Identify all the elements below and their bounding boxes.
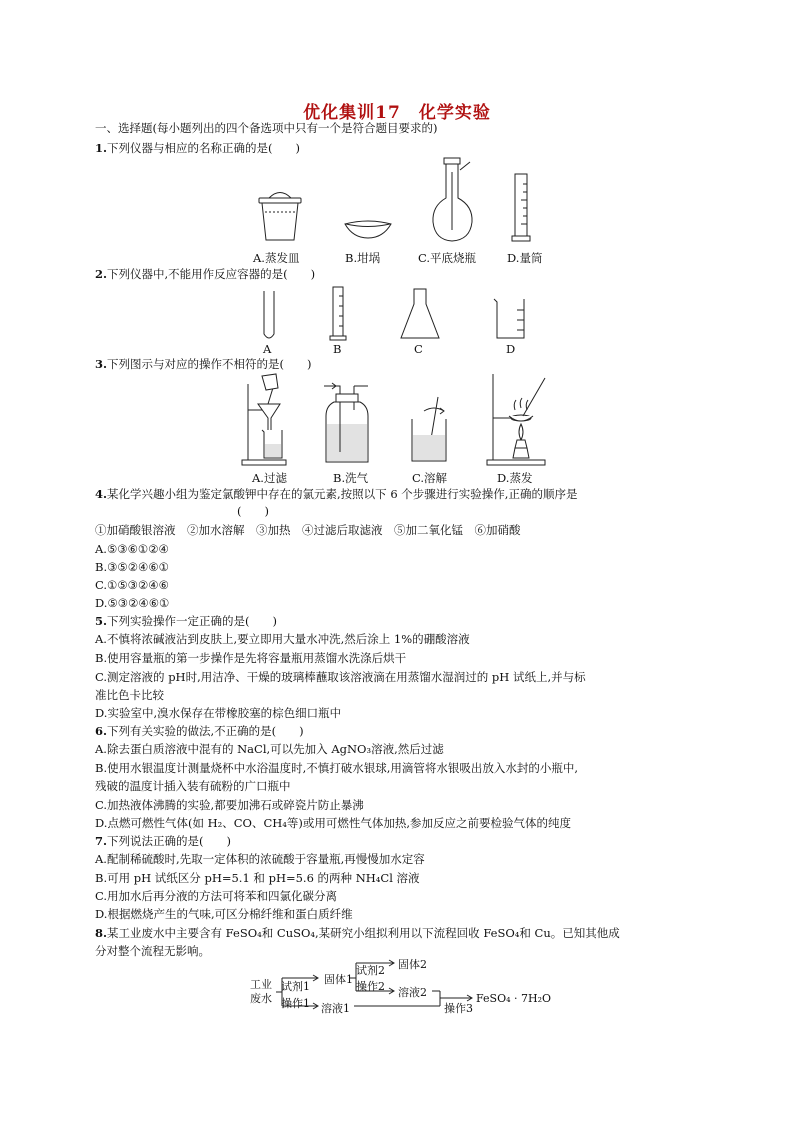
- answer-paren: ( ): [237, 504, 269, 518]
- q3-option-b: B.洗气: [333, 471, 369, 485]
- operation-2-label: 操作2: [356, 980, 385, 993]
- q4-option-a: A.⑤③⑥①②④: [95, 542, 169, 556]
- q3-option-c: C.溶解: [412, 471, 448, 485]
- q2-option-c: C: [414, 342, 423, 356]
- question-text: 某工业废水中主要含有 FeSO₄和 CuSO₄,某研究小组拟利用以下流程回收 FeSO₄和 Cu。已知其他成: [107, 926, 620, 940]
- question-text: 某化学兴趣小组为鉴定氯酸钾中存在的氯元素,按照以下 6 个步骤进行实验操作,正确的顺序是: [107, 487, 578, 501]
- q4-steps: ①加硝酸银溶液 ②加水溶解 ③加热 ④过滤后取滤液 ⑤加二氧化锰 ⑥加硝酸: [95, 523, 521, 537]
- q1-option-b: B.坩埚: [345, 251, 381, 265]
- q6-option-d: D.点燃可燃性气体(如 H₂、CO、CH₄等)或用可燃性气体加热,参加反应之前要检验气体的纯度: [95, 816, 572, 830]
- q4-option-c: C.①⑤③②④⑥: [95, 578, 169, 592]
- q5-option-a: A.不慎将浓碱液沾到皮肤上,要立即用大量水冲洗,然后涂上 1%的硼酸溶液: [95, 632, 470, 646]
- waste-water-label-2: 废水: [250, 992, 272, 1005]
- question-number: 4.: [95, 487, 108, 501]
- question-text: 下列仪器与相应的名称正确的是( ): [107, 141, 300, 155]
- q6-option-a: A.除去蛋白质溶液中混有的 NaCl,可以先加入 AgNO₃溶液,然后过滤: [95, 742, 444, 756]
- q3-option-d: D.蒸发: [497, 471, 533, 485]
- q1-option-a: A.蒸发皿: [253, 251, 300, 265]
- product-label: FeSO₄ · 7H₂O: [476, 992, 552, 1005]
- q5-option-c-cont: 准比色卡比较: [95, 688, 164, 702]
- section-heading: 一、选择题(每小题列出的四个备选项中只有一个是符合题目要求的): [95, 121, 438, 135]
- q7-option-c: C.用加水后再分液的方法可将苯和四氯化碳分离: [95, 889, 338, 903]
- solid-1-label: 固体1: [324, 973, 353, 986]
- question-text: 下列有关实验的做法,不正确的是( ): [107, 724, 304, 738]
- q2-option-a: A: [263, 342, 272, 356]
- q1-option-d: D.量筒: [507, 251, 543, 265]
- q5-option-c: C.测定溶液的 pH时,用洁净、干燥的玻璃棒蘸取该溶液滴在用蒸馏水湿润过的 pH 试纸上,并与标: [95, 670, 586, 684]
- q7-option-b: B.可用 pH 试纸区分 pH=5.1 和 pH=5.6 的两种 NH₄Cl 溶液: [95, 871, 420, 885]
- question-8-cont: 分对整个流程无影响。: [95, 944, 210, 958]
- question-number: 1.: [95, 141, 108, 155]
- solid-2-label: 固体2: [398, 958, 427, 971]
- solution-2-label: 溶液2: [398, 986, 427, 999]
- q6-option-c: C.加热液体沸腾的实验,都要加沸石或碎瓷片防止暴沸: [95, 798, 364, 812]
- q1-option-c: C.平底烧瓶: [418, 251, 477, 265]
- q7-option-a: A.配制稀硫酸时,先取一定体积的浓硫酸于容量瓶,再慢慢加水定容: [95, 852, 425, 866]
- q4-option-b: B.③⑤②④⑥①: [95, 560, 169, 574]
- question-number: 3.: [95, 357, 108, 371]
- question-number: 5.: [95, 614, 108, 628]
- q2-option-b: B: [333, 342, 342, 356]
- operation-1-label: 操作1: [281, 997, 310, 1010]
- question-text: 下列实验操作一定正确的是( ): [107, 614, 277, 628]
- question-number: 6.: [95, 724, 108, 738]
- operation-3-label: 操作3: [444, 1002, 473, 1015]
- question-number: 7.: [95, 834, 108, 848]
- question-text: 下列说法正确的是( ): [107, 834, 231, 848]
- solution-1-label: 溶液1: [321, 1002, 350, 1015]
- waste-water-label: 工业: [250, 978, 272, 991]
- q2-option-d: D: [506, 342, 516, 356]
- q6-option-b: B.使用水银温度计测量烧杯中水浴温度时,不慎打破水银球,用滴管将水银吸出放入水封的小瓶中,: [95, 761, 579, 775]
- q6-option-b-cont: 残破的温度计插入装有硫粉的广口瓶中: [95, 779, 291, 793]
- q5-option-d: D.实验室中,溴水保存在带橡胶塞的棕色细口瓶中: [95, 706, 342, 720]
- reagent-2-label: 试剂2: [356, 964, 385, 977]
- question-number: 2.: [95, 267, 108, 281]
- q3-option-a: A.过滤: [252, 471, 287, 485]
- reagent-1-label: 试剂1: [281, 980, 310, 993]
- q7-option-d: D.根据燃烧产生的气味,可区分棉纤维和蛋白质纤维: [95, 907, 353, 921]
- q5-option-b: B.使用容量瓶的第一步操作是先将容量瓶用蒸馏水洗涤后烘干: [95, 651, 407, 665]
- page-title: 优化集训17 化学实验: [303, 103, 491, 123]
- q4-option-d: D.⑤③②④⑥①: [95, 596, 170, 610]
- question-number: 8.: [95, 926, 108, 940]
- question-text: 下列仪器中,不能用作反应容器的是( ): [107, 267, 316, 281]
- question-text: 下列图示与对应的操作不相符的是( ): [107, 357, 312, 371]
